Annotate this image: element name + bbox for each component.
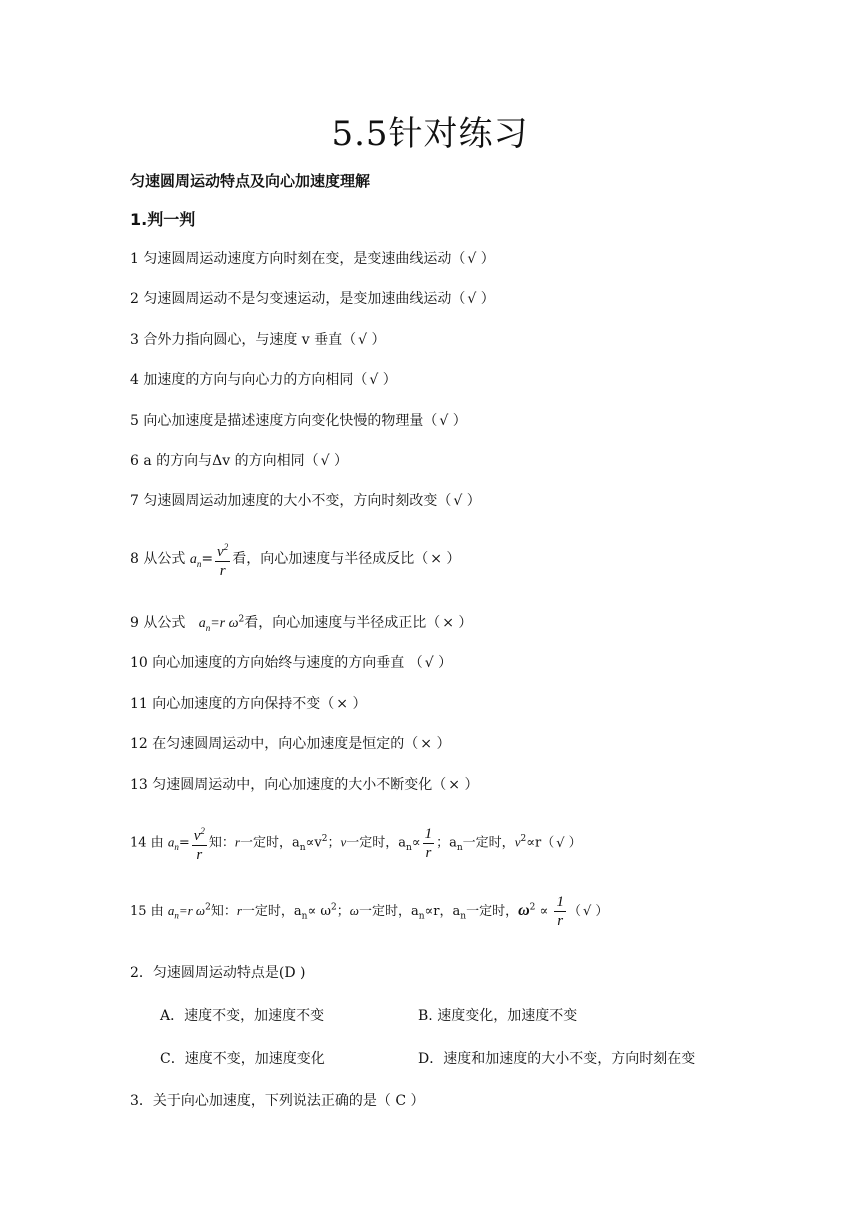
statement-10: 10 向心加速度的方向始终与速度的方向垂直 （ √ ） bbox=[130, 655, 453, 671]
statement-7: 7 匀速圆周运动加速度的大小不变，方向时刻改变（ √ ） bbox=[130, 493, 481, 509]
answer-mark: × bbox=[442, 615, 454, 631]
statement-1: 1 匀速圆周运动速度方向时刻在变，是变速曲线运动（ √ ） bbox=[130, 251, 495, 267]
option-d: D．速度和加速度的大小不变，方向时刻在变 bbox=[418, 1051, 696, 1067]
answer-mark: √ bbox=[369, 372, 379, 388]
answer-mark: √ bbox=[358, 332, 368, 348]
answer-mark: √ bbox=[582, 904, 592, 919]
option-c: C．速度不变，加速度变化 bbox=[160, 1051, 325, 1067]
formula-fraction: $\frac{v^2}{r}$ bbox=[215, 538, 230, 580]
statement-14: 14 由 $a_n=$ $\frac{v^2}{r}$ 知：r一定时，$a_n\propto v^2$；v一定时，$a_n\propto$ $\frac{1}{r}$ ；$a_n$一定时，$v^2\propto r$（ √ ） bbox=[130, 822, 582, 864]
answer-mark: × bbox=[430, 551, 442, 567]
answer-mark: √ bbox=[453, 493, 463, 509]
answer-mark: √ bbox=[424, 655, 434, 671]
answer-mark: √ bbox=[467, 251, 477, 267]
answer-mark: √ bbox=[320, 453, 330, 469]
statement-8: 8 从公式 $a_n=$ $\frac{v^2}{r}$ 看，向心加速度与半径成反比（ × ） bbox=[130, 538, 460, 580]
statement-12: 12 在匀速圆周运动中，向心加速度是恒定的（ × ） bbox=[130, 736, 451, 752]
answer-mark: √ bbox=[556, 835, 565, 851]
option-b: B. 速度变化，加速度不变 bbox=[418, 1008, 578, 1024]
statement-5: 5 向心加速度是描述速度方向变化快慢的物理量（ √ ） bbox=[130, 413, 467, 429]
statement-6: 6 a 的方向与Δv 的方向相同（ √ ） bbox=[130, 453, 348, 469]
statement-9: 9 从公式 $a_n=r$ $\omega^2$看，向心加速度与半径成正比（ × ） bbox=[130, 614, 473, 633]
statement-2: 2 匀速圆周运动不是匀变速运动，是变加速曲线运动（ √ ） bbox=[130, 291, 495, 307]
answer-mark: × bbox=[336, 696, 348, 712]
statement-15: 15 由 $a_n=r$ $\omega^2$知：r一定时，$a_n\propto \omega^2$；ω一定时，$a_n\propto r$，$a_n$一定时，$\omega^2$ ∝ $\frac{1}{r}$ （ √ ） bbox=[130, 894, 609, 929]
answer-mark: √ bbox=[439, 413, 449, 429]
formula-fraction: $\frac{1}{r}$ bbox=[556, 894, 564, 929]
question-2-stem: 2．匀速圆周运动特点是(D ) bbox=[130, 965, 306, 981]
formula-fraction: $\frac{v^2}{r}$ bbox=[192, 822, 207, 864]
answer-mark: × bbox=[448, 777, 460, 793]
statement-13: 13 匀速圆周运动中，向心加速度的大小不断变化（ × ） bbox=[130, 777, 479, 793]
answer-mark: × bbox=[420, 736, 432, 752]
page-title: 5.5针对练习 bbox=[331, 114, 529, 154]
section-heading: 1.判一判 bbox=[130, 210, 196, 229]
answer-mark: √ bbox=[467, 291, 477, 307]
statement-3: 3 合外力指向圆心，与速度 v 垂直（ √ ） bbox=[130, 332, 386, 348]
question-3-stem: 3．关于向心加速度，下列说法正确的是（ C ） bbox=[130, 1093, 425, 1109]
topic-heading: 匀速圆周运动特点及向心加速度理解 bbox=[130, 172, 371, 190]
statement-11: 11 向心加速度的方向保持不变（ × ） bbox=[130, 696, 367, 712]
statement-4: 4 加速度的方向与向心力的方向相同（ √ ） bbox=[130, 372, 397, 388]
option-a: A．速度不变，加速度不变 bbox=[160, 1008, 325, 1024]
formula-fraction: $\frac{1}{r}$ bbox=[424, 825, 433, 861]
